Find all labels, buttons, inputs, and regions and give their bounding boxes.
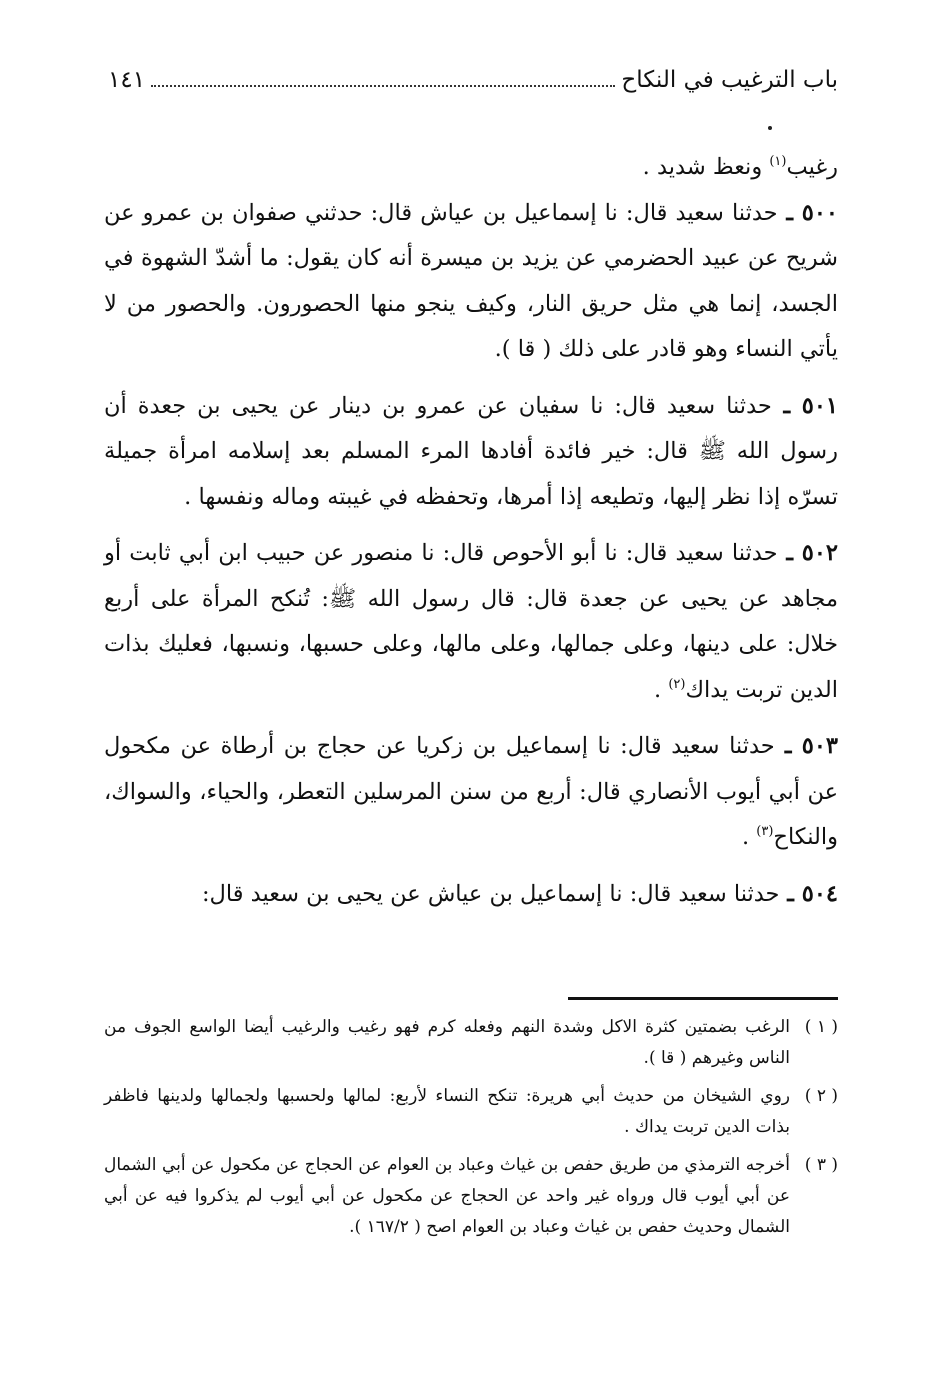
footnote-reference: (١) <box>769 154 787 169</box>
footnote-text: الرغب بضمتين كثرة الاكل وشدة النهم وفعله كرم فهو رغيب والرغيب أيضا الواسع الجوف من الناس وغيرهم ( قا ). <box>104 1017 790 1068</box>
header-dotted-leader <box>151 85 615 87</box>
hadith-paragraph <box>104 724 838 861</box>
hadith-number: ٥٠٤ <box>801 880 838 907</box>
hadith-text: حدثنا سعيد قال: نا سفيان عن عمرو بن دينار عن يحيى بن جعدة أن رسول الله ﷺ قال: خير فائدة أفادها المرء المسلم بعد إسلامه امرأة جميلة تسرّه إذا نظر إليها، وتطيعه إذا أمرها، وتحفظه في غيبته وماله ونفسها . <box>104 392 838 510</box>
hadith-text: حدثنا سعيد قال: نا إسماعيل بن عياش قال: حدثني صفوان بن عمرو عن شريح عن عبيد الحضرمي عن يزيد بن ميسرة أنه كان يقول: ما أشدّ الشهوة في الجسد، إنما هي مثل حريق النار، وكيف ينجو منها الحصورون. والحصور من لا يأتي النساء وهو قادر على ذلك ( قا ). <box>104 199 838 362</box>
footnote-text: أخرجه الترمذي من طريق حفص بن غياث وعباد بن العوام عن الحجاج عن مكحول عن أبي الشمال عن أبي أيوب قال ورواه غير واحد عن الحجاج عن مكحول عن أبي أيوب لم يذكروا فيه عن أبي الشمال وحديث حفص بن غياث وعباد بن العوام اصح ( ١٦٧/٢ ). <box>104 1155 790 1237</box>
hadith-paragraph <box>104 872 838 918</box>
footnote-3 <box>104 1150 838 1243</box>
footnote-text: روي الشيخان من حديث أبي هريرة: تنكح النساء لأربع: لمالها ولحسبها ولجمالها ولدينها فاظفر بذات الدين تربت يداك . <box>104 1086 790 1137</box>
hadith-number-dash: ـ <box>777 540 802 566</box>
paragraph-text-end: ونعظ شديد . <box>642 154 770 180</box>
hadith-number: ٥٠٢ <box>801 540 838 566</box>
hadith-paragraph <box>104 191 838 373</box>
hadith-paragraph <box>104 531 838 713</box>
hadith-text: حدثنا سعيد قال: نا إسماعيل بن زكريا عن حجاج بن أرطاة عن مكحول عن أبي أيوب الأنصاري قال: أربع من سنن المرسلين التعطر، والحياء، والسواك، والنكاح <box>104 733 838 850</box>
hadith-number-dash: ـ <box>779 880 802 907</box>
paragraph-text: رغيب <box>786 154 838 180</box>
hadith-paragraph <box>104 384 838 521</box>
running-header <box>108 60 838 100</box>
footnote-1 <box>104 1012 838 1074</box>
hadith-text-end: . <box>741 824 757 850</box>
main-text <box>104 145 838 917</box>
print-speck <box>768 126 772 130</box>
footnote-2 <box>104 1081 838 1143</box>
hadith-number-dash: ـ <box>777 199 802 226</box>
hadith-number: ٥٠١ <box>801 392 839 419</box>
footnote-marker: ( ٣ ) <box>804 1155 838 1175</box>
footnote-reference: (٣) <box>756 824 774 839</box>
footnote-reference: (٢) <box>668 676 686 692</box>
hadith-number-dash: ـ <box>774 733 802 759</box>
hadith-number: ٥٠٣ <box>801 733 838 759</box>
footnote-marker: ( ٢ ) <box>804 1086 838 1106</box>
hadith-number-dash: ـ <box>771 392 802 419</box>
paragraph-continuation <box>104 145 838 191</box>
hadith-text: حدثنا سعيد قال: نا إسماعيل بن عياش عن يحيى بن سعيد قال: <box>201 880 780 907</box>
footnote-marker: ( ١ ) <box>804 1017 838 1037</box>
footnotes <box>104 1012 838 1250</box>
hadith-text: حدثنا سعيد قال: نا أبو الأحوص قال: نا منصور عن حبيب ابن أبي ثابت أو مجاهد عن يحيى عن جعدة قال: قال رسول الله ﷺ: تُنكح المرأة على أربع خلال: على دينها، وعلى جمالها، وعلى مالها، وعلى حسبها، ونسبها، فعليك بذات الدين تربت يداك <box>104 540 838 703</box>
page-number: ١٤١ <box>108 67 146 93</box>
hadith-number: ٥٠٠ <box>801 199 839 226</box>
hadith-text-end: . <box>654 676 669 703</box>
footnote-separator <box>568 997 838 1000</box>
chapter-title: باب الترغيب في النكاح <box>621 67 838 93</box>
